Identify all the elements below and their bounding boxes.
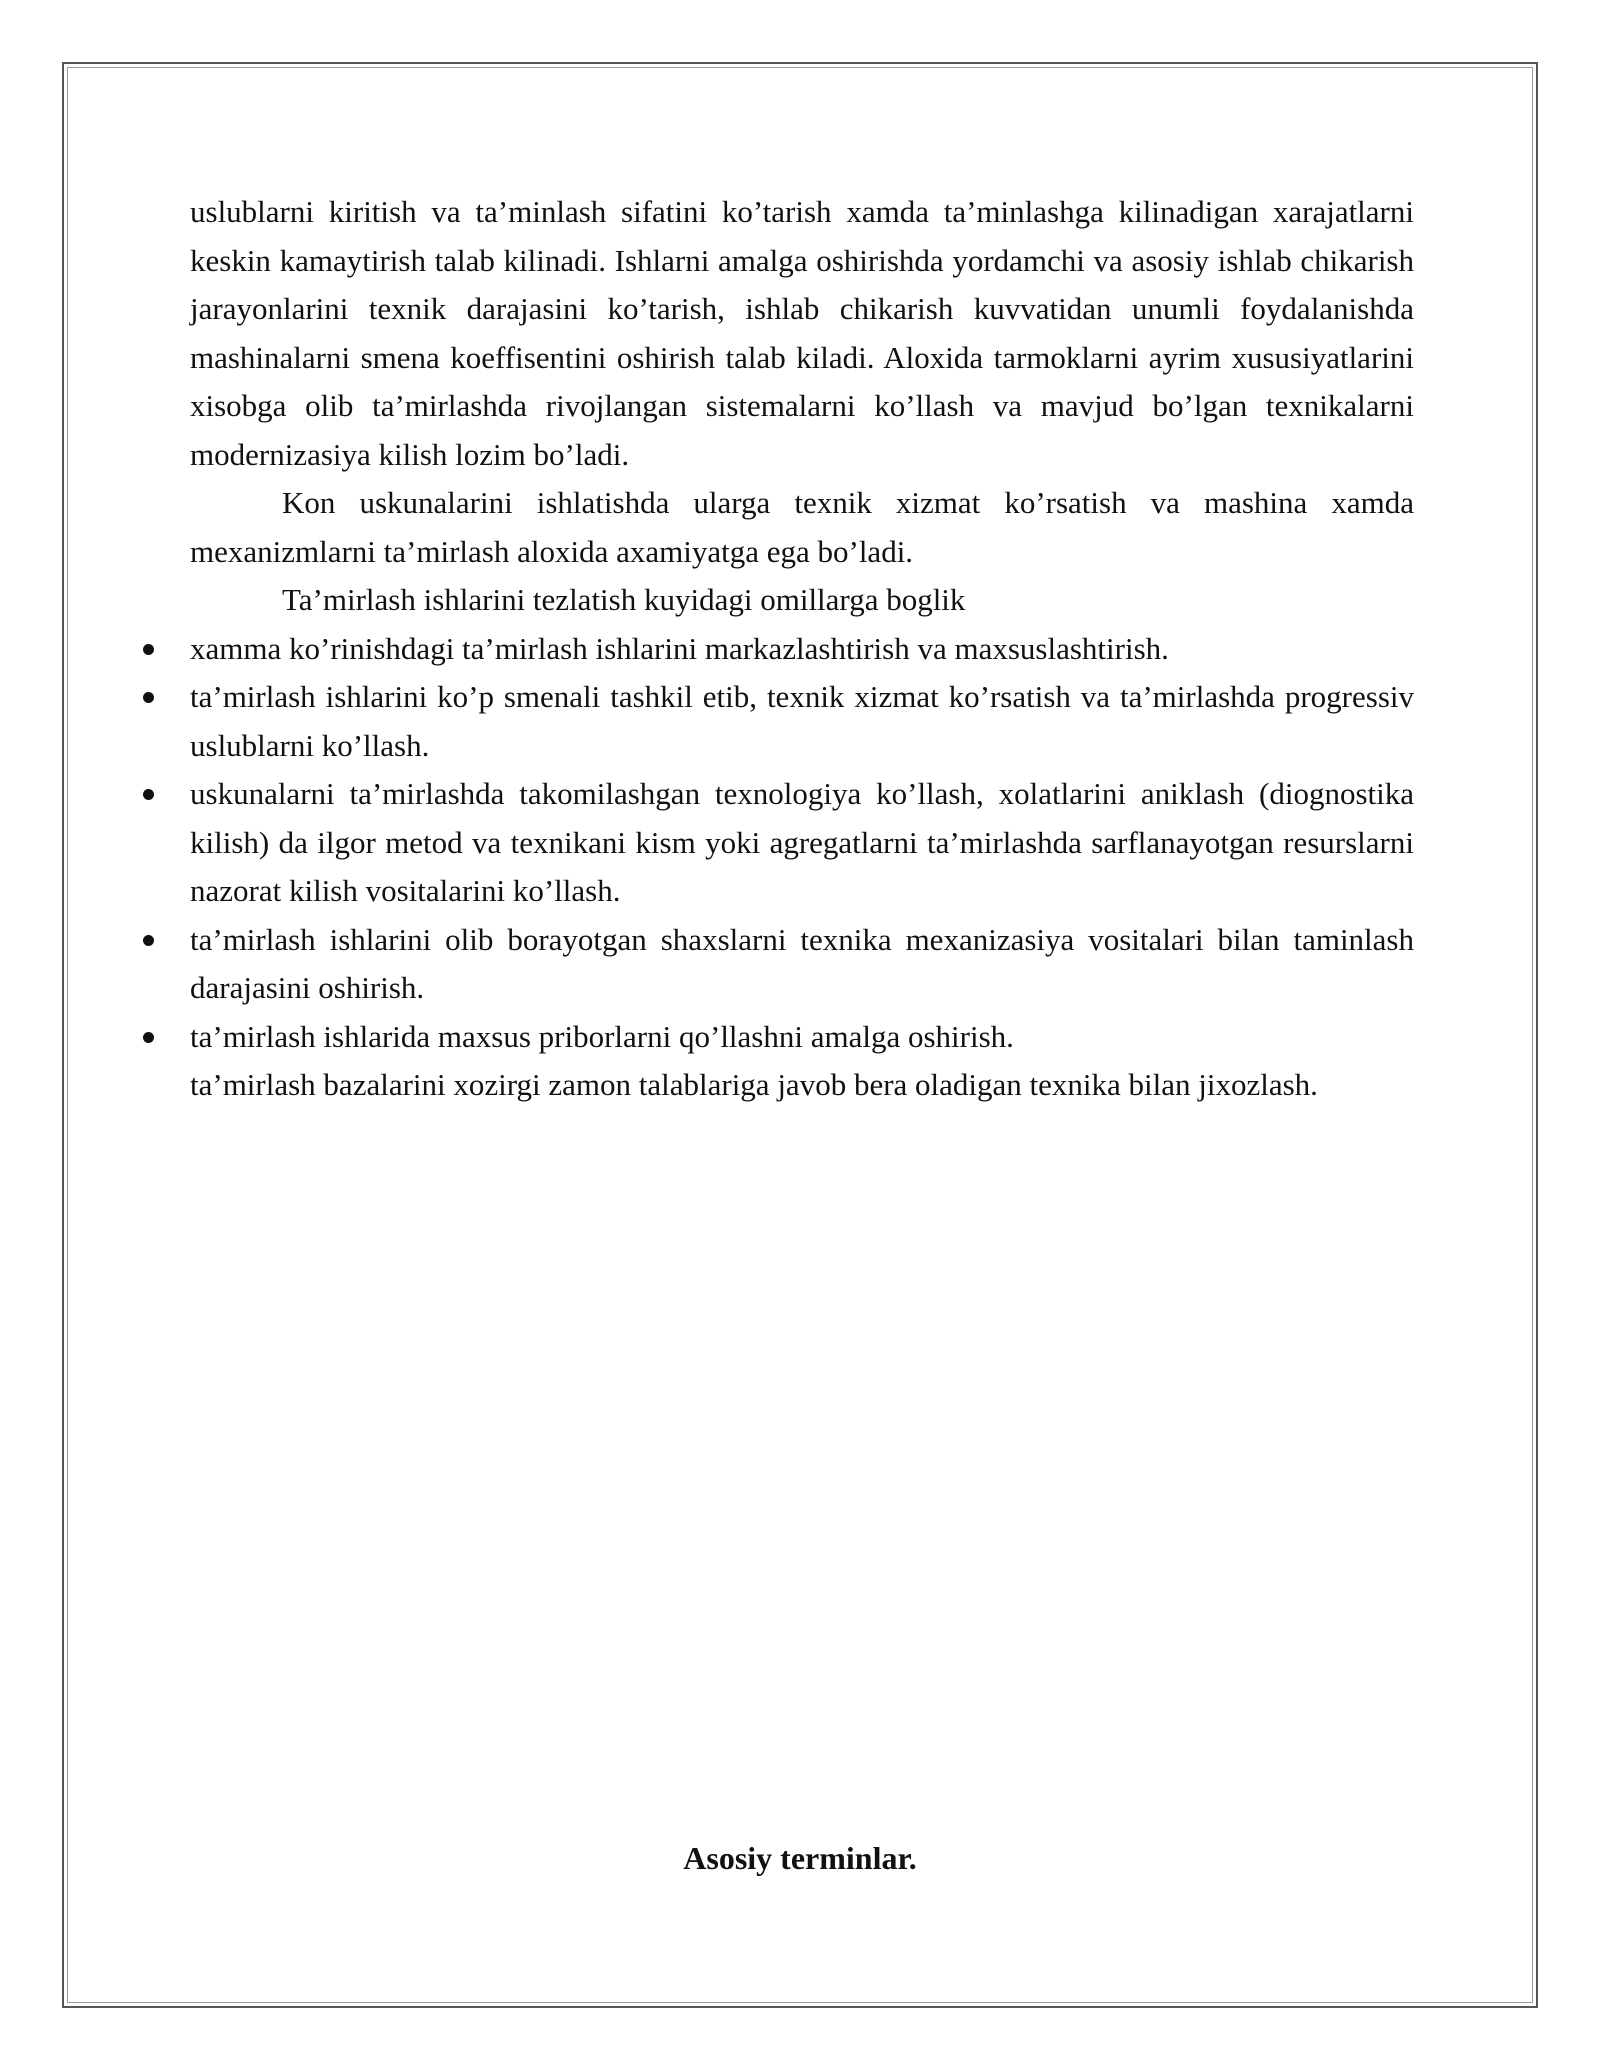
section-heading: Asosiy terminlar.: [683, 1840, 917, 1876]
list-item-text: xamma ko’rinishdagi ta’mirlash ishlarini markazlashtirish va maxsuslashtirish.: [190, 630, 1169, 666]
bullet-icon: [143, 1032, 154, 1043]
list-item: [190, 770, 1414, 916]
paragraph-1: uslublarni kiritish va ta’minlash sifatini ko’tarish xamda ta’minlashga kilinadigan xarajatlarni keskin kamaytirish talab kilinadi. Ishlarni amalga oshirishda yordamchi va asosiy ishlab chikarish jarayonlarini texnik darajasini ko’tarish, ishlab chikarish kuvvatidan unumli foydalanishda mashinalarni smena koeffisentini oshirish talab kiladi. Aloxida tarmoklarni ayrim xususiyatlarini xisobga olib ta’mirlashda rivojlangan sistemalarni ko’llash va mavjud bo’lgan texnikalarni modernizasiya kilish lozim bo’ladi.: [190, 194, 1414, 472]
paragraph-3: Ta’mirlash ishlarini tezlatish kuyidagi omillarga boglik: [282, 582, 966, 617]
bullet-icon: [143, 644, 154, 655]
bullet-icon: [143, 935, 154, 946]
paragraph-2: Kon uskunalarini ishlatishda ularga texnik xizmat ko’rsatish va mashina xamda mexanizmlarni ta’mirlash aloxida axamiyatga ega bo’ladi.: [190, 485, 1414, 569]
closing-paragraph: ta’mirlash bazalarini xozirgi zamon talablariga javob bera oladigan texnika bilan jixozlash.: [190, 1067, 1318, 1102]
list-item-text: uskunalarni ta’mirlashda takomilashgan texnologiya ko’llash, xolatlarini aniklash (diognostika kilish) da ilgor metod va texnikani kism yoki agregatlarni ta’mirlashda sarflanayotgan resurslarni nazorat kilish vositalarini ko’llash.: [190, 776, 1414, 908]
document-body: [190, 188, 1414, 1110]
list-item-text: ta’mirlash ishlarida maxsus priborlarni qo’llashni amalga oshirish.: [190, 1018, 1014, 1054]
list-item: [190, 1013, 1414, 1062]
bullet-icon: [143, 692, 154, 703]
list-item-text: ta’mirlash ishlarini ko’p smenali tashkil etib, texnik xizmat ko’rsatish va ta’mirlashda progressiv uslublarni ko’llash.: [190, 679, 1414, 763]
list-item-text: ta’mirlash ishlarini olib borayotgan shaxslarni texnika mexanizasiya vositalari bilan taminlash darajasini oshirish.: [190, 921, 1414, 1005]
bullet-icon: [143, 789, 154, 800]
bullet-list: [190, 625, 1414, 1062]
list-item: [190, 625, 1414, 674]
list-item: [190, 673, 1414, 770]
list-item: [190, 916, 1414, 1013]
